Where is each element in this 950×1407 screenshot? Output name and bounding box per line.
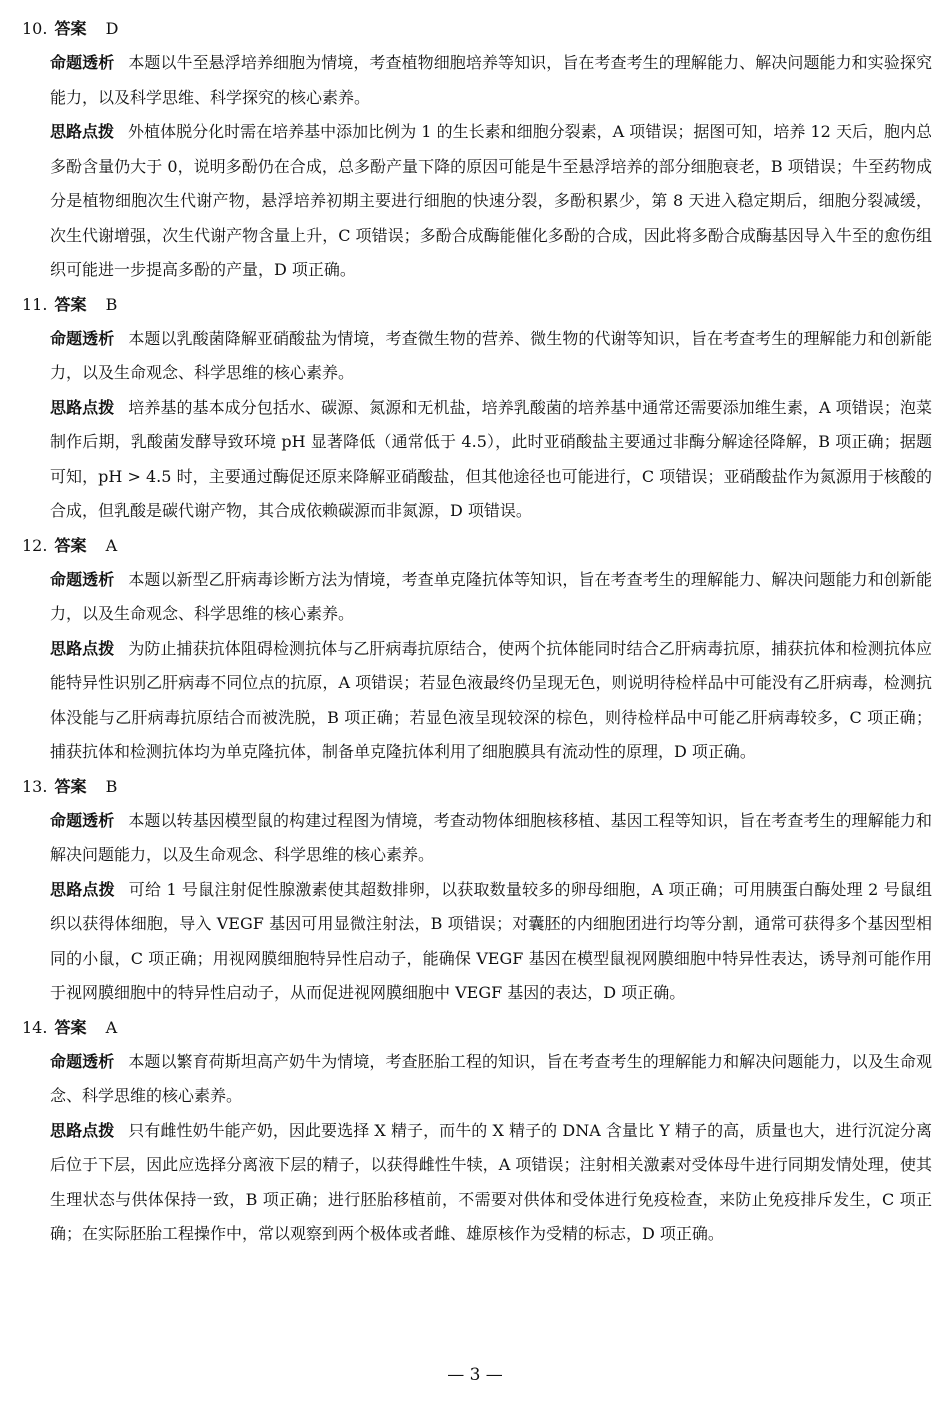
question-number: 10. <box>22 19 48 38</box>
answer-value: B <box>105 294 118 314</box>
answer-key-content <box>22 12 932 1252</box>
analysis-paragraph <box>50 563 932 632</box>
answer-value: B <box>105 776 118 796</box>
answer-label: 答案 <box>54 1017 87 1037</box>
analysis-text: 本题以乳酸菌降解亚硝酸盐为情境，考查微生物的营养、微生物的代谢等知识，旨在考查考生的理解能力和创新能力，以及生命观念、科学思维的核心素养。 <box>50 328 932 382</box>
analysis-label: 命题透析 <box>50 328 115 348</box>
analysis-text: 本题以牛至悬浮培养细胞为情境，考查植物细胞培养等知识，旨在考查考生的理解能力、解决问题能力和实验探究能力，以及科学思维、科学探究的核心素养。 <box>50 53 932 107</box>
hint-paragraph <box>50 873 932 1011</box>
hint-paragraph <box>50 115 932 288</box>
answer-value: A <box>105 1017 118 1037</box>
question-header <box>22 529 932 563</box>
analysis-paragraph <box>50 46 932 115</box>
hint-text: 可给 1 号鼠注射促性腺激素使其超数排卵，以获取数量较多的卵母细胞，A 项正确；可用胰蛋白酶处理 2 号鼠组织以获得体细胞，导入 VEGF 基因可用显微注射法，B 项错误；对囊胚的内细胞团进行均等分割，通常可获得多个基因型相同的小鼠，C 项正确；用视网膜细胞特异性启动子，能确保 VEGF 基因在模型鼠视网膜细胞中特异性表达，诱导剂可能作用于视网膜细胞中的特异性启动子，从而促进视网膜细胞中 VEGF 基因的表达，D 项正确。 <box>50 879 932 1002</box>
question-header <box>22 12 932 46</box>
analysis-paragraph <box>50 804 932 873</box>
answer-label: 答案 <box>54 19 87 38</box>
question-number: 13. <box>22 776 48 796</box>
question-11 <box>22 288 932 529</box>
hint-text: 外植体脱分化时需在培养基中添加比例为 1 的生长素和细胞分裂素，A 项错误；据图可知，培养 12 天后，胞内总多酚含量仍大于 0，说明多酚仍在合成，总多酚产量下降的原因可能是牛至悬浮培养的部分细胞衰老，B 项错误；牛至药物成分是植物细胞次生代谢产物，悬浮培养初期主要进行细胞的快速分裂，多酚积累少，第 8 天进入稳定期后，细胞分裂减缓，次生代谢增强，次生代谢产物含量上升，C 项错误；多酚合成酶能催化多酚的合成，因此将多酚合成酶基因导入牛至的愈伤组织可能进一步提高多酚的产量，D 项正确。 <box>50 122 932 279</box>
hint-text: 为防止捕获抗体阻碍检测抗体与乙肝病毒抗原结合，使两个抗体能同时结合乙肝病毒抗原，捕获抗体和检测抗体应能特异性识别乙肝病毒不同位点的抗原，A 项错误；若显色液最终仍呈现无色，则说明待检样品中可能没有乙肝病毒，检测抗体没能与乙肝病毒抗原结合而被洗脱，B 项正确；若显色液呈现较深的棕色，则待检样品中可能乙肝病毒较多，C 项正确；捕获抗体和检测抗体均为单克隆抗体，制备单克隆抗体利用了细胞膜具有流动性的原理，D 项正确。 <box>50 638 932 761</box>
hint-paragraph <box>50 391 932 529</box>
hint-label: 思路点拨 <box>50 122 115 141</box>
hint-text: 只有雌性奶牛能产奶，因此要选择 X 精子，而牛的 X 精子的 DNA 含量比 Y 精子的高，质量也大，进行沉淀分离后位于下层，因此应选择分离液下层的精子，以获得雌性牛犊，A 项错误；注射相关激素对受体母牛进行同期发情处理，使其生理状态与供体保持一致，B 项正确；进行胚胎移植前，不需要对供体和受体进行免疫检查，来防止免疫排斥发生，C 项正确；在实际胚胎工程操作中，常以观察到两个极体或者雌、雄原核作为受精的标志，D 项正确。 <box>50 1120 932 1243</box>
question-13 <box>22 770 932 1011</box>
hint-label: 思路点拨 <box>50 1120 115 1140</box>
answer-label: 答案 <box>54 294 87 314</box>
hint-paragraph <box>50 632 932 770</box>
analysis-label: 命题透析 <box>50 53 115 72</box>
analysis-label: 命题透析 <box>50 569 115 589</box>
answer-value: D <box>105 19 119 38</box>
analysis-text: 本题以转基因模型鼠的构建过程图为情境，考查动物体细胞核移植、基因工程等知识，旨在考查考生的理解能力和解决问题能力，以及生命观念、科学思维的核心素养。 <box>50 810 932 864</box>
answer-value: A <box>105 535 118 555</box>
analysis-text: 本题以繁育荷斯坦高产奶牛为情境，考查胚胎工程的知识，旨在考查考生的理解能力和解决问题能力，以及生命观念、科学思维的核心素养。 <box>50 1051 932 1105</box>
question-number: 12. <box>22 535 48 555</box>
question-header <box>22 1011 932 1045</box>
analysis-paragraph <box>50 1045 932 1114</box>
answer-label: 答案 <box>54 776 87 796</box>
question-header <box>22 288 932 322</box>
answer-label: 答案 <box>54 535 87 555</box>
question-number: 11. <box>22 294 48 314</box>
question-number: 14. <box>22 1017 48 1037</box>
analysis-paragraph <box>50 322 932 391</box>
question-10 <box>22 12 932 288</box>
question-header <box>22 770 932 804</box>
hint-label: 思路点拨 <box>50 638 115 658</box>
hint-paragraph <box>50 1114 932 1252</box>
hint-label: 思路点拨 <box>50 397 115 417</box>
analysis-label: 命题透析 <box>50 810 115 830</box>
hint-text: 培养基的基本成分包括水、碳源、氮源和无机盐，培养乳酸菌的培养基中通常还需要添加维生素，A 项错误；泡菜制作后期，乳酸菌发酵导致环境 pH 显著降低（通常低于 4.5），此时亚硝酸盐主要通过非酶分解途径降解，B 项正确；据题可知，pH > 4.5 时，主要通过酶促还原来降解亚硝酸盐，但其他途径也可能进行，C 项错误；亚硝酸盐作为氮源用于核酸的合成，但乳酸是碳代谢产物，其合成依赖碳源而非氮源，D 项错误。 <box>50 397 932 520</box>
question-14 <box>22 1011 932 1252</box>
page-number: — 3 — <box>447 1365 503 1385</box>
hint-label: 思路点拨 <box>50 879 115 899</box>
analysis-label: 命题透析 <box>50 1051 115 1071</box>
question-12 <box>22 529 932 770</box>
analysis-text: 本题以新型乙肝病毒诊断方法为情境，考查单克隆抗体等知识，旨在考查考生的理解能力、解决问题能力和创新能力，以及生命观念、科学思维的核心素养。 <box>50 569 932 623</box>
